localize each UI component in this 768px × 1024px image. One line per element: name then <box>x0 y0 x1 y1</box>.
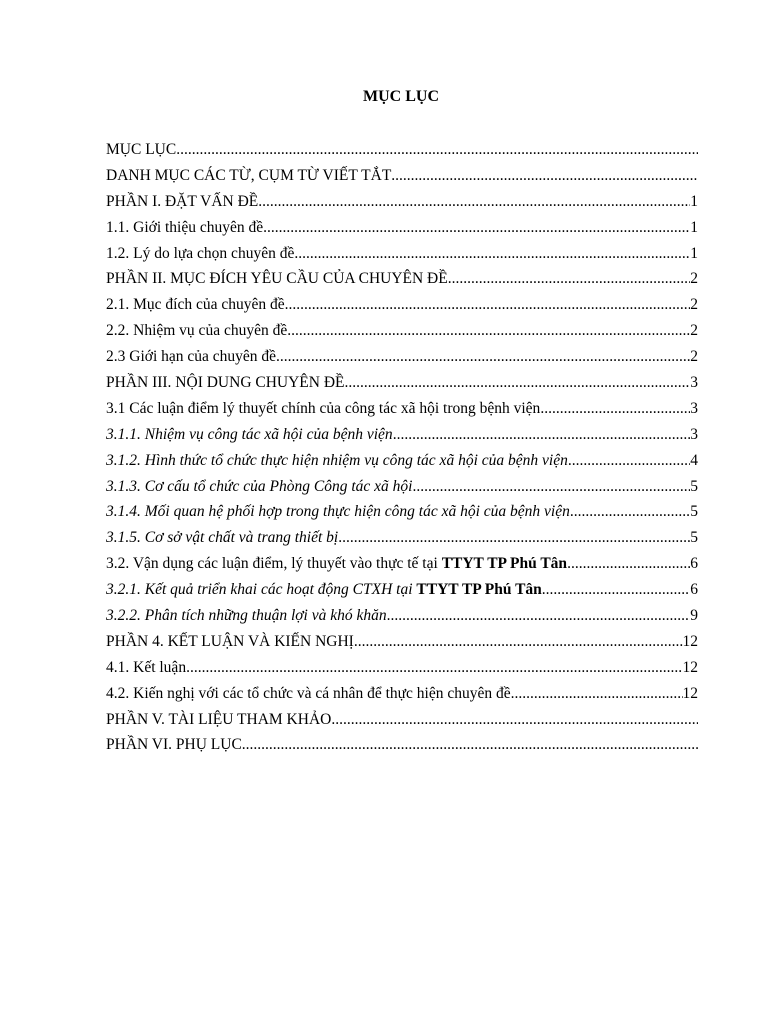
toc-entry-text: PHẦN I. ĐẶT VẤN ĐỀ <box>106 192 259 210</box>
toc-entry-text: 3.1.1. Nhiệm vụ công tác xã hội của bệnh viện <box>106 425 393 443</box>
toc-entry[interactable] <box>106 683 698 709</box>
toc-entry-text: 2.1. Mục đích của chuyên đề <box>106 296 285 314</box>
toc-entry[interactable] <box>106 709 698 735</box>
toc-entry[interactable] <box>106 320 698 346</box>
toc-dot-leader <box>287 320 690 342</box>
toc-entry-label <box>106 476 412 498</box>
toc-dot-leader <box>186 657 682 679</box>
toc-entry-text: PHẦN V. TÀI LIỆU THAM KHẢO <box>106 710 332 728</box>
toc-entry-label <box>106 165 391 187</box>
toc-dot-leader <box>542 579 690 601</box>
toc-entry-text: 3.2.1. Kết quả triển khai các hoạt động CTXH tại <box>106 581 417 599</box>
toc-entry[interactable] <box>106 268 698 294</box>
toc-entry-text: 3.2. Vận dụng các luận điểm, lý thuyết vào thực tế tại <box>106 555 442 573</box>
toc-entry[interactable] <box>106 501 698 527</box>
toc-dot-leader <box>276 346 690 368</box>
toc-page-number: 6 <box>690 555 698 573</box>
toc-dot-leader <box>258 191 690 213</box>
toc-page-number: 2 <box>690 322 698 340</box>
toc-entry-label <box>106 320 287 342</box>
toc-dot-leader <box>570 501 690 523</box>
toc-entry-text: PHẦN II. MỤC ĐÍCH YÊU CẦU CỦA CHUYÊN ĐỀ <box>106 270 448 288</box>
toc-page-number: 4 <box>690 451 698 469</box>
toc-page-number: 3 <box>690 425 698 443</box>
toc-entry[interactable] <box>106 372 698 398</box>
toc-dot-leader <box>393 424 691 446</box>
toc-entry-text: PHẦN 4. KẾT LUẬN VÀ KIẾN NGHỊ <box>106 632 354 650</box>
toc-entry[interactable] <box>106 579 698 605</box>
toc-dot-leader <box>354 631 683 653</box>
toc-entry[interactable] <box>106 243 698 269</box>
toc-entry-label <box>106 372 345 394</box>
toc-entry-label <box>106 346 276 368</box>
toc-page-number: 5 <box>690 477 698 495</box>
toc-page-number: 3 <box>690 374 698 392</box>
table-of-contents <box>106 139 698 760</box>
toc-entry[interactable] <box>106 398 698 424</box>
toc-entry-label <box>106 294 285 316</box>
toc-entry[interactable] <box>106 527 698 553</box>
toc-entry-label <box>106 424 393 446</box>
toc-entry[interactable] <box>106 346 698 372</box>
toc-entry-label <box>106 398 540 420</box>
toc-entry-label <box>106 605 387 627</box>
toc-entry-text: 4.2. Kiến nghị với các tổ chức và cá nhân để thực hiện chuyên đề <box>106 684 511 702</box>
toc-entry-label <box>106 527 338 549</box>
toc-page-number: 6 <box>690 581 698 599</box>
toc-entry-label <box>106 501 570 523</box>
toc-dot-leader <box>540 398 690 420</box>
toc-entry[interactable] <box>106 165 698 191</box>
toc-entry-label <box>106 631 354 653</box>
toc-entry-label <box>106 553 567 575</box>
toc-entry-text: 3.1.2. Hình thức tổ chức thực hiện nhiệm vụ công tác xã hội của bệnh viện <box>106 451 568 469</box>
toc-entry[interactable] <box>106 605 698 631</box>
toc-dot-leader <box>345 372 691 394</box>
toc-entry-label <box>106 683 511 705</box>
toc-entry[interactable] <box>106 217 698 243</box>
toc-entry-text: 1.1. Giới thiệu chuyên đề <box>106 218 264 236</box>
toc-page-number: 1 <box>690 192 698 210</box>
toc-entry-label <box>106 657 186 679</box>
toc-entry-label <box>106 579 542 601</box>
toc-entry-text: DANH MỤC CÁC TỪ, CỤM TỪ VIẾT TẮT <box>106 166 392 184</box>
toc-dot-leader <box>448 268 691 290</box>
toc-entry-text: 3.1 Các luận điểm lý thuyết chính của công tác xã hội trong bệnh viện <box>106 399 541 417</box>
toc-page-number: 3 <box>690 399 698 417</box>
toc-entry-text: 3.2.2. Phân tích những thuận lợi và khó khăn <box>106 607 387 625</box>
toc-entry-text: 1.2. Lý do lựa chọn chuyên đề <box>106 244 295 262</box>
toc-entry-label <box>106 217 263 239</box>
toc-dot-leader <box>412 476 690 498</box>
toc-entry-label <box>106 191 258 213</box>
toc-entry-text: PHẦN III. NỘI DUNG CHUYÊN ĐỀ <box>106 374 345 392</box>
toc-entry-label <box>106 450 568 472</box>
toc-dot-leader <box>387 605 691 627</box>
toc-entry[interactable] <box>106 294 698 320</box>
toc-entry-text: MỤC LỤC <box>106 141 177 158</box>
toc-page-number: 1 <box>690 244 698 262</box>
toc-entry[interactable] <box>106 553 698 579</box>
toc-page-number: 12 <box>682 684 698 702</box>
toc-entry-label <box>106 139 176 161</box>
toc-entry[interactable] <box>106 734 698 760</box>
page-title: MỤC LỤC <box>363 88 439 105</box>
toc-page-number: 1 <box>690 218 698 236</box>
toc-entry-text: 2.3 Giới hạn của chuyên đề <box>106 348 277 366</box>
toc-dot-leader <box>242 734 698 756</box>
toc-page-number: 12 <box>682 658 698 676</box>
toc-entry[interactable] <box>106 476 698 502</box>
toc-entry-text: 2.2. Nhiệm vụ của chuyên đề <box>106 322 288 340</box>
toc-page-number: 9 <box>690 607 698 625</box>
toc-page-number: 2 <box>690 270 698 288</box>
toc-dot-leader <box>263 217 690 239</box>
toc-page-number: 2 <box>690 296 698 314</box>
toc-entry-label <box>106 734 242 756</box>
toc-dot-leader <box>294 243 690 265</box>
toc-entry-text: 3.1.5. Cơ sở vật chất và trang thiết bị <box>106 529 339 547</box>
toc-entry-text: 3.1.4. Mối quan hệ phối hợp trong thực hiện công tác xã hội của bệnh viện <box>106 503 570 521</box>
toc-dot-leader <box>176 139 698 161</box>
toc-entry[interactable] <box>106 657 698 683</box>
toc-page-number: 12 <box>682 632 698 650</box>
toc-entry-bold-text: TTYT TP Phú Tân <box>441 555 568 573</box>
toc-dot-leader <box>568 450 690 472</box>
toc-entry-bold-text: TTYT TP Phú Tân <box>416 581 542 599</box>
toc-entry-label <box>106 243 294 265</box>
toc-dot-leader <box>567 553 690 575</box>
toc-entry-label <box>106 709 331 731</box>
toc-dot-leader <box>285 294 691 316</box>
toc-entry[interactable] <box>106 191 698 217</box>
toc-dot-leader <box>511 683 683 705</box>
toc-entry[interactable] <box>106 450 698 476</box>
toc-dot-leader <box>338 527 690 549</box>
toc-page-number: 2 <box>690 348 698 366</box>
toc-entry-label <box>106 268 448 290</box>
toc-page-number: 5 <box>690 503 698 521</box>
toc-entry[interactable] <box>106 424 698 450</box>
toc-entry[interactable] <box>106 139 698 165</box>
toc-entry-text: 4.1. Kết luận <box>106 658 187 676</box>
toc-dot-leader <box>331 709 698 731</box>
toc-entry-text: PHẦN VI. PHỤ LỤC <box>106 736 242 754</box>
toc-entry-text: 3.1.3. Cơ cấu tổ chức của Phòng Công tác xã hội <box>106 477 413 495</box>
toc-entry[interactable] <box>106 631 698 657</box>
toc-page-number: 5 <box>690 529 698 547</box>
toc-dot-leader <box>391 165 698 187</box>
